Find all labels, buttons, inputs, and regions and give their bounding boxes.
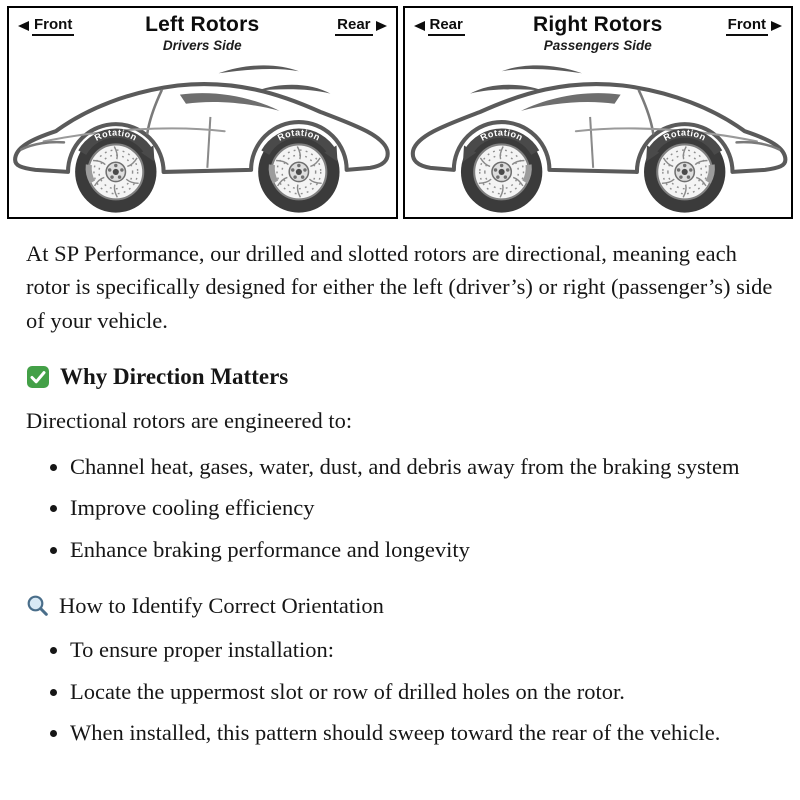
section-heading-why (26, 364, 774, 390)
panel-header (405, 8, 792, 58)
bullet-item: • Improve cooling efficiency (70, 491, 774, 525)
bullet-item: • Locate the uppermost slot or row of drilled holes on the rotor. (70, 675, 774, 709)
car-illustration-left (9, 58, 396, 217)
front-direction-label (18, 16, 74, 36)
rear-direction-label (414, 16, 465, 36)
rotation-label: Rotation (478, 127, 525, 143)
identify-bullet-list (26, 633, 774, 750)
right-rotors-panel (403, 6, 794, 219)
right-arrow-icon (771, 21, 782, 31)
corner-label: Rear (335, 16, 372, 36)
panel-subtitle: Passengers Side (543, 38, 652, 53)
article-body (0, 237, 800, 789)
car-illustration-right (405, 58, 792, 217)
magnifier-icon (26, 594, 49, 617)
rotation-label: Rotation (275, 127, 322, 143)
panel-title: Right Rotors (532, 13, 663, 36)
intro-paragraph: At SP Performance, our drilled and slotted rotors are directional, meaning each rotor is specifically designed for either the left (driver’s) or right (passenger’s) side of your vehicle. (26, 240, 773, 334)
bullet-item: • Enhance braking performance and longevity (70, 533, 774, 567)
corner-label: Front (726, 16, 768, 36)
panel-header (9, 8, 396, 58)
rotation-label: Rotation (661, 127, 708, 143)
corner-label: Rear (428, 16, 465, 36)
bullet-item: • When installed, this pattern should sweep toward the rear of the vehicle. (70, 716, 774, 750)
bullet-item: • Channel heat, gases, water, dust, and debris away from the braking system (70, 450, 774, 484)
rotor-direction-diagram (0, 0, 800, 219)
section-heading-identify (26, 593, 774, 619)
section-lead: Directional rotors are engineered to: (26, 407, 353, 433)
rotation-label: Rotation (92, 127, 139, 143)
right-arrow-icon (376, 21, 387, 31)
left-rotors-panel (7, 6, 398, 219)
panel-title: Left Rotors (145, 13, 260, 36)
rear-direction-label (335, 16, 386, 36)
front-direction-label (726, 16, 782, 36)
section-title: Why Direction Matters (60, 363, 289, 389)
left-arrow-icon (18, 21, 29, 31)
left-arrow-icon (414, 21, 425, 31)
section-title: How to Identify Correct Orientation (59, 592, 384, 618)
panel-subtitle: Drivers Side (162, 38, 242, 53)
why-bullet-list (26, 450, 774, 567)
corner-label: Front (32, 16, 74, 36)
bullet-item: • To ensure proper installation: (70, 633, 774, 667)
check-icon (26, 365, 50, 389)
